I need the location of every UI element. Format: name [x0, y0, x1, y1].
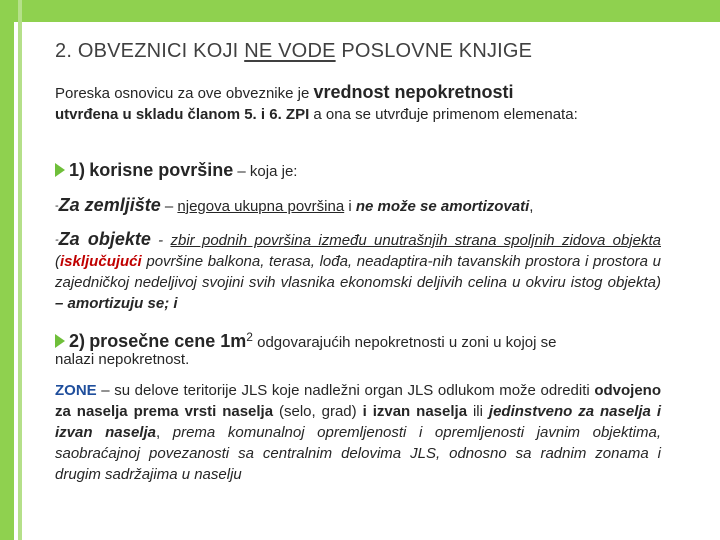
bullet-prosecne-cene: 2) prosečne cene $1m^2$ odgovarajućih nepokretnosti u zoni u kojoj se — [55, 327, 556, 353]
sub-item-zemljiste: -Za zemljište – njegova ukupna površina i ne može se amortizovati, — [55, 195, 534, 215]
title-underlined: NE VODE — [244, 40, 336, 62]
arrow-bullet-icon — [55, 334, 65, 348]
top-accent-bar — [0, 0, 720, 22]
intro-paragraph: Poreska osnovicu za ove obveznike je vrednost nepokretnosti utvrđena u skladu članom 5. i 6. ZPI a ona se utvrđuje primenom elemenata: — [55, 82, 578, 123]
bullet-prosecne-cene-continuation: nalazi nepokretnost. — [55, 351, 190, 368]
left-accent-bar — [0, 0, 14, 540]
left-accent-stripe — [18, 0, 22, 540]
bullet-korisne-povrsine: 1) korisne površine – koja je: — [55, 160, 297, 182]
arrow-bullet-icon — [55, 163, 65, 177]
zone-paragraph: ZONE – su delove teritorije JLS koje nadležni organ JLS odlukom može odrediti odvojeno za naselja prema vrsti naselja (selo, grad) i izvan naselja ili jedinstveno za naselja i izvan naselja, prema komunalnoj opremljenosti i opremljenosti javnim objektima, saobraćajnoj povezanosti sa centralnim delovima JLS, odnosno sa radnim zonama i drugim sadržajima u naselju — [55, 382, 661, 483]
sub-item-objekte: -Za objekte - zbir podnih površina između unutrašnjih strana spoljnih zidova objekta (isključujući površine balkona, terasa, lođa, neadaptira-nih tavanskih prostora i prostora u zajedničkoj nedeljivoj svojini svih vlasnika ekonomski deljivih celina u okviru istog objekta) – amortizuju se; i — [55, 229, 661, 312]
slide-title: 2. OBVEZNICI KOJI NE VODE POSLOVNE KNJIGE — [55, 40, 533, 62]
